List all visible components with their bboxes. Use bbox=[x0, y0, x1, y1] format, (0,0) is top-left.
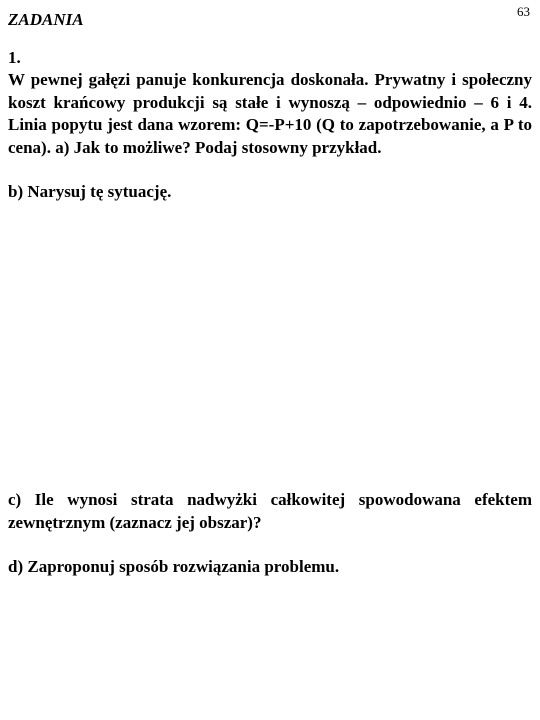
task-part-d: d) Zaproponuj sposób rozwiązania problemu. bbox=[8, 557, 340, 576]
section-title: ZADANIA bbox=[8, 10, 84, 29]
task-number: 1. bbox=[8, 48, 21, 67]
drawing-area bbox=[8, 210, 532, 480]
task-part-c: c) Ile wynosi strata nadwyżki całkowitej spowodowana efektem zewnętrznym (zaznacz jej obszar)? bbox=[8, 490, 532, 532]
page-number: 63 bbox=[517, 4, 530, 19]
task-part-b: b) Narysuj tę sytuację. bbox=[8, 182, 172, 201]
task-body: W pewnej gałęzi panuje konkurencja doskonała. Prywatny i społeczny koszt krańcowy produkcji są stałe i wynoszą – odpowiednio – 6 i 4. Linia popytu jest dana wzorem: Q=-P+10 (Q to zapotrzebowanie, a P to cena). a) Jak to możliwe? Podaj stosowny przykład. bbox=[8, 70, 532, 157]
answer-area bbox=[8, 585, 532, 710]
